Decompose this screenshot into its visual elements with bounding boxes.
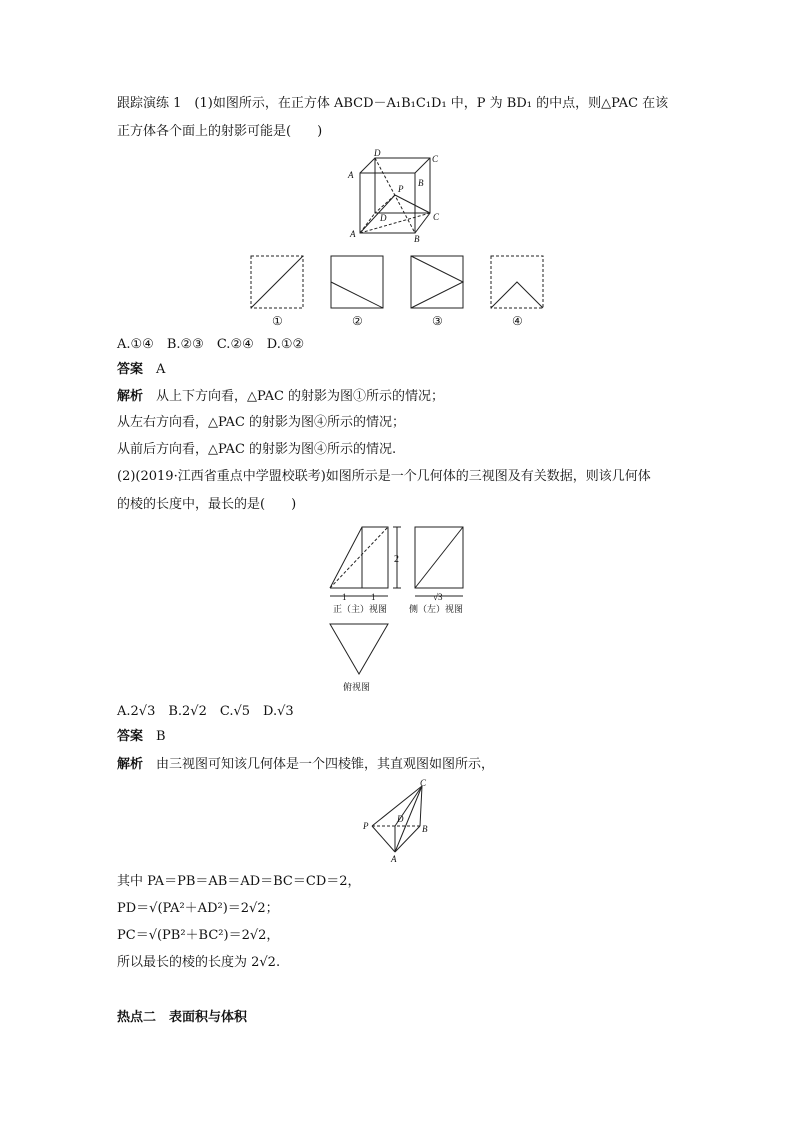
problem2-answer bbox=[117, 727, 166, 747]
problem1-analysis-1 bbox=[117, 387, 444, 407]
answer-value: B bbox=[156, 729, 166, 744]
projection-caption-2: ② bbox=[352, 314, 363, 328]
dim-w1: 1 bbox=[342, 592, 347, 602]
pyramid-label-D: D bbox=[397, 814, 404, 824]
problem1-answer bbox=[117, 360, 165, 380]
problem2-analysis bbox=[117, 755, 494, 775]
label-P: P bbox=[398, 184, 404, 194]
label-B1: B bbox=[418, 178, 424, 188]
caption-top: 俯视图 bbox=[343, 682, 371, 692]
equation-1: 其中 PA＝PB＝AB＝AD＝BC＝CD＝2， bbox=[117, 874, 361, 889]
problem1-options: A.①④ B.②③ C.②④ D.①② bbox=[117, 337, 305, 352]
pyramid-label-P: P bbox=[363, 821, 369, 831]
problem1-analysis-2: 从左右方向看，△PAC 的射影为图④所示的情况； bbox=[117, 415, 406, 430]
dim-side: √3 bbox=[433, 592, 443, 602]
analysis-text: 从上下方向看，△PAC 的射影为图①所示的情况； bbox=[156, 389, 445, 404]
section-heading: 热点二 表面积与体积 bbox=[117, 1010, 248, 1025]
three-views-figure bbox=[325, 522, 475, 694]
pyramid-figure bbox=[360, 778, 440, 864]
problem1-stem-line2: 正方体各个面上的射影可能是( ) bbox=[117, 124, 323, 139]
problem1-analysis-3: 从前后方向看，△PAC 的射影为图④所示的情况. bbox=[117, 442, 397, 457]
label-D1: D bbox=[374, 148, 381, 158]
projection-figures bbox=[245, 252, 555, 330]
pyramid-label-C: C bbox=[420, 778, 427, 788]
conclusion: 所以最长的棱的长度为 2√2. bbox=[117, 955, 281, 970]
label-C1: C bbox=[432, 154, 439, 164]
projection-caption-4: ④ bbox=[512, 314, 523, 328]
label-A1: A bbox=[348, 170, 354, 180]
projection-caption-3: ③ bbox=[432, 314, 443, 328]
problem2-options: A.2√3 B.2√2 C.√5 D.√3 bbox=[117, 704, 294, 719]
caption-side: 侧（左）视图 bbox=[409, 604, 464, 614]
problem2-stem-line1: (2)(2019·江西省重点中学盟校联考)如图所示是一个几何体的三视图及有关数据，则该几何体 bbox=[117, 469, 651, 484]
dim-height: 2 bbox=[394, 554, 399, 565]
equation-2: PD＝√(PA²＋AD²)＝2√2； bbox=[117, 901, 279, 916]
analysis-text: 由三视图可知该几何体是一个四棱锥，其直观图如图所示， bbox=[156, 757, 495, 772]
projection-caption-1: ① bbox=[272, 314, 283, 328]
caption-front: 正（主）视图 bbox=[333, 604, 388, 614]
label-D: D bbox=[380, 213, 387, 223]
pyramid-label-B: B bbox=[422, 824, 428, 834]
analysis-label: 解析 bbox=[117, 757, 144, 772]
dim-w2: 1 bbox=[371, 592, 376, 602]
pyramid-label-A: A bbox=[391, 854, 397, 864]
label-B: B bbox=[414, 234, 420, 244]
label-A: A bbox=[350, 229, 356, 239]
analysis-label: 解析 bbox=[117, 389, 144, 404]
answer-label: 答案 bbox=[117, 362, 144, 377]
problem1-stem-line1: 跟踪演练 1 (1)如图所示，在正方体 ABCD－A₁B₁C₁D₁ 中，P 为 BD₁ 的中点，则△PAC 在该 bbox=[117, 96, 669, 111]
answer-value: A bbox=[156, 362, 166, 377]
cube-figure bbox=[340, 148, 460, 244]
equation-3: PC＝√(PB²＋BC²)＝2√2， bbox=[117, 928, 280, 943]
problem2-stem-line2: 的棱的长度中，最长的是( ) bbox=[117, 497, 297, 512]
label-C: C bbox=[433, 212, 440, 222]
answer-label: 答案 bbox=[117, 729, 144, 744]
